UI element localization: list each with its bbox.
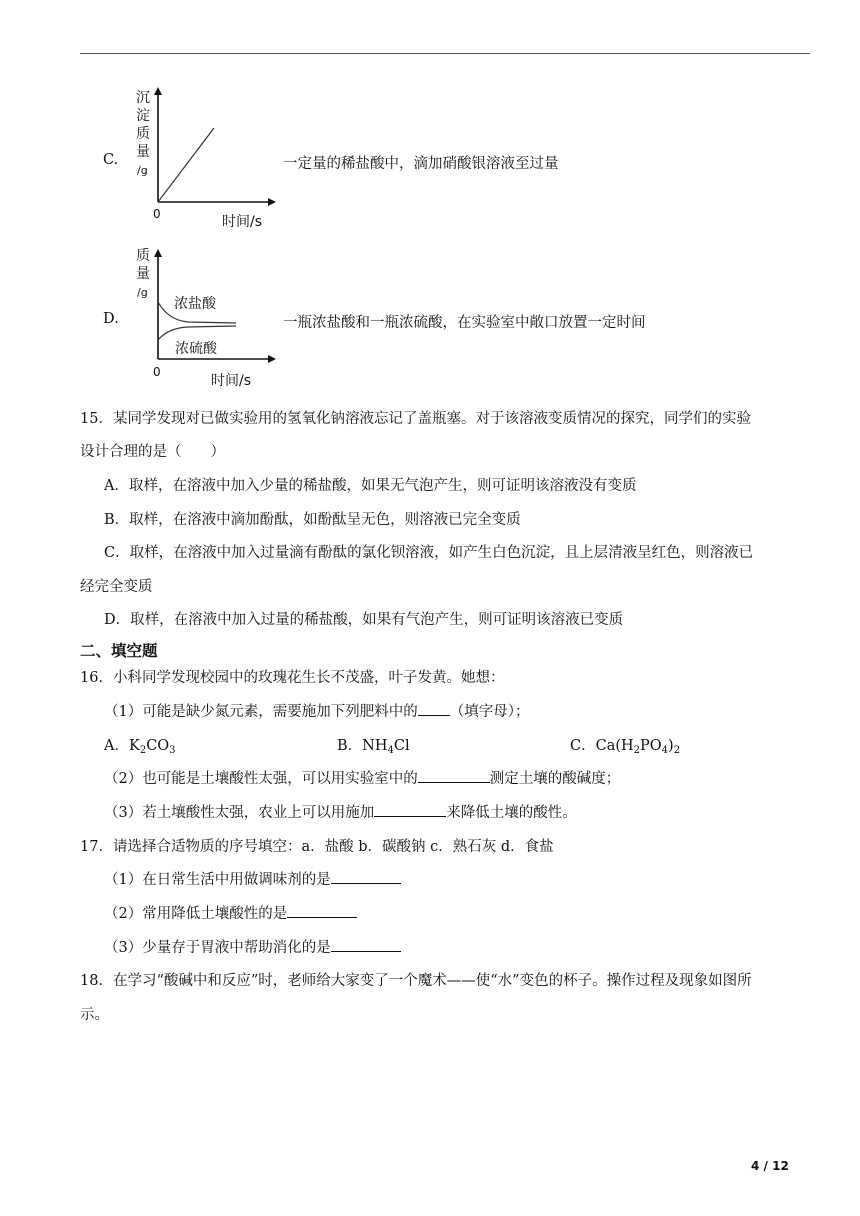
- choice-c-text: ): [668, 738, 674, 754]
- choice-a-text: CO: [146, 738, 170, 754]
- q15-option-a: A．取样，在溶液中加入少量的稀盐酸，如果无气泡产生，则可证明该溶液没有变质: [104, 478, 637, 494]
- q18-line1: 18．在学习“酸碱中和反应”时，老师给大家变了一个魔术——使“水”变色的杯子。操作过程及现象如图所: [80, 973, 752, 989]
- graph-c-yunit: /g: [137, 164, 148, 177]
- graph-d-ylabel-char: 质: [136, 248, 150, 264]
- choice-c-sub: 2: [633, 745, 641, 756]
- q16-choice-b: [337, 734, 410, 755]
- graph-c-ylabel: [136, 90, 150, 160]
- q16-choice-a: [104, 734, 176, 755]
- graph-c-x-arrow: [268, 198, 276, 206]
- q15-stem-line1: 15．某同学发现对已做实验用的氢氧化钠溶液忘记了盖瓶塞。对于该溶液变质情况的探究，同学们的实验: [80, 411, 751, 427]
- q15-option-b: B．取样，在溶液中滴加酚酞，如酚酞呈无色，则溶液已完全变质: [104, 512, 521, 528]
- q17-blank-2[interactable]: [287, 903, 357, 918]
- graph-d-lower-curve: [158, 326, 236, 340]
- graph-c-ylabel-char: 沉: [136, 90, 150, 106]
- q15-option-c-line1: C．取样，在溶液中加入过量滴有酚酞的氯化钡溶液，如产生白色沉淀，且上层清液呈红色，则溶液已: [104, 545, 754, 561]
- option-d-letter: D.: [103, 311, 119, 327]
- option-d-text: 一瓶浓盐酸和一瓶浓硫酸，在实验室中敞口放置一定时间: [283, 315, 646, 331]
- graph-d-upper-label: 浓盐酸: [174, 296, 216, 312]
- q16-stem: 16．小科同学发现校园中的玫瑰花生长不茂盛，叶子发黄。她想：: [80, 670, 505, 686]
- graph-d-y-arrow: [154, 249, 162, 257]
- graph-d-ylabel-char: 量: [136, 266, 150, 282]
- choice-a-sub: 2: [139, 745, 147, 756]
- graph-c-ylabel-char: 量: [136, 144, 150, 160]
- q17-part3: [104, 936, 401, 957]
- q16-part2: [104, 767, 620, 788]
- q17-blank-1[interactable]: [331, 869, 401, 884]
- option-c-text: 一定量的稀盐酸中，滴加硝酸银溶液至过量: [283, 156, 559, 172]
- graph-c-data-line: [158, 128, 214, 202]
- choice-b-text: B．NH: [337, 738, 388, 754]
- q15-stem-line2: 设计合理的是（ ）: [80, 444, 225, 460]
- option-c-letter: C.: [103, 152, 119, 168]
- q17-blank-3[interactable]: [331, 937, 401, 952]
- choice-a-sub: 3: [169, 745, 176, 756]
- graph-d-lower-label: 浓硫酸: [175, 341, 217, 357]
- section-title: 二、填空题: [80, 642, 158, 660]
- q16-part2-before: （2）也可能是土壤酸性太强，可以用实验室中的: [104, 771, 418, 787]
- choice-b-sub: 4: [387, 745, 394, 756]
- q18-line2: 示。: [80, 1007, 109, 1023]
- choice-b-text: Cl: [393, 738, 410, 754]
- choice-a-text: A．K: [104, 738, 140, 754]
- q17-part2: [104, 902, 357, 923]
- choice-c-text: C．Ca(H: [570, 738, 634, 754]
- graph-c-ylabel-char: 质: [136, 126, 150, 142]
- graph-d-yunit: /g: [137, 286, 148, 299]
- q16-choice-c: [570, 734, 680, 755]
- q16-part1-before: （1）可能是缺少氮元素，需要施加下列肥料中的: [104, 704, 418, 720]
- q17-part2-text: （2）常用降低土壤酸性的是: [104, 906, 288, 922]
- q16-part2-after: 测定土壤的酸碱度；: [489, 771, 621, 787]
- q16-part3-after: 来降低土壤的酸性。: [446, 805, 577, 821]
- q17-stem: 17．请选择合适物质的序号填空：a．盐酸 b．碳酸钠 c．熟石灰 d．食盐: [80, 839, 554, 855]
- choice-c-sub: 2: [673, 745, 681, 756]
- graph-c-ylabel-char: 淀: [136, 108, 150, 124]
- option-c-graph: [128, 84, 278, 234]
- graph-d-origin: 0: [153, 365, 161, 379]
- option-d-graph: [128, 244, 278, 392]
- q16-part1-after: （填字母）；: [449, 704, 530, 720]
- q15-option-d: D．取样，在溶液中加入过量的稀盐酸，如果有气泡产生，则可证明该溶液已变质: [104, 612, 624, 628]
- q17-part3-text: （3）少量存于胃液中帮助消化的是: [104, 940, 331, 956]
- q16-blank-3[interactable]: [374, 802, 446, 817]
- choice-c-sub: 4: [661, 745, 669, 756]
- graph-d-x-arrow: [268, 355, 276, 363]
- graph-d-ylabel: [136, 248, 150, 282]
- q16-blank-2[interactable]: [418, 768, 490, 783]
- q16-part3: [104, 801, 577, 822]
- q16-part1: [104, 700, 529, 721]
- q17-part1: [104, 868, 401, 889]
- q16-blank-1[interactable]: [418, 701, 450, 716]
- q17-part1-text: （1）在日常生活中用做调味剂的是: [104, 872, 331, 888]
- q16-part3-before: （3）若土壤酸性太强，农业上可以用施加: [104, 805, 375, 821]
- q15-option-c-line2: 经完全变质: [80, 579, 153, 595]
- graph-c-origin: 0: [153, 207, 161, 221]
- graph-c-y-arrow: [154, 87, 162, 95]
- page-number: 4 / 12: [751, 1159, 789, 1173]
- graph-c-xlabel: 时间/s: [222, 214, 263, 230]
- header-rule: [80, 53, 810, 54]
- graph-d-xlabel: 时间/s: [211, 373, 252, 389]
- choice-c-text: PO: [640, 738, 662, 754]
